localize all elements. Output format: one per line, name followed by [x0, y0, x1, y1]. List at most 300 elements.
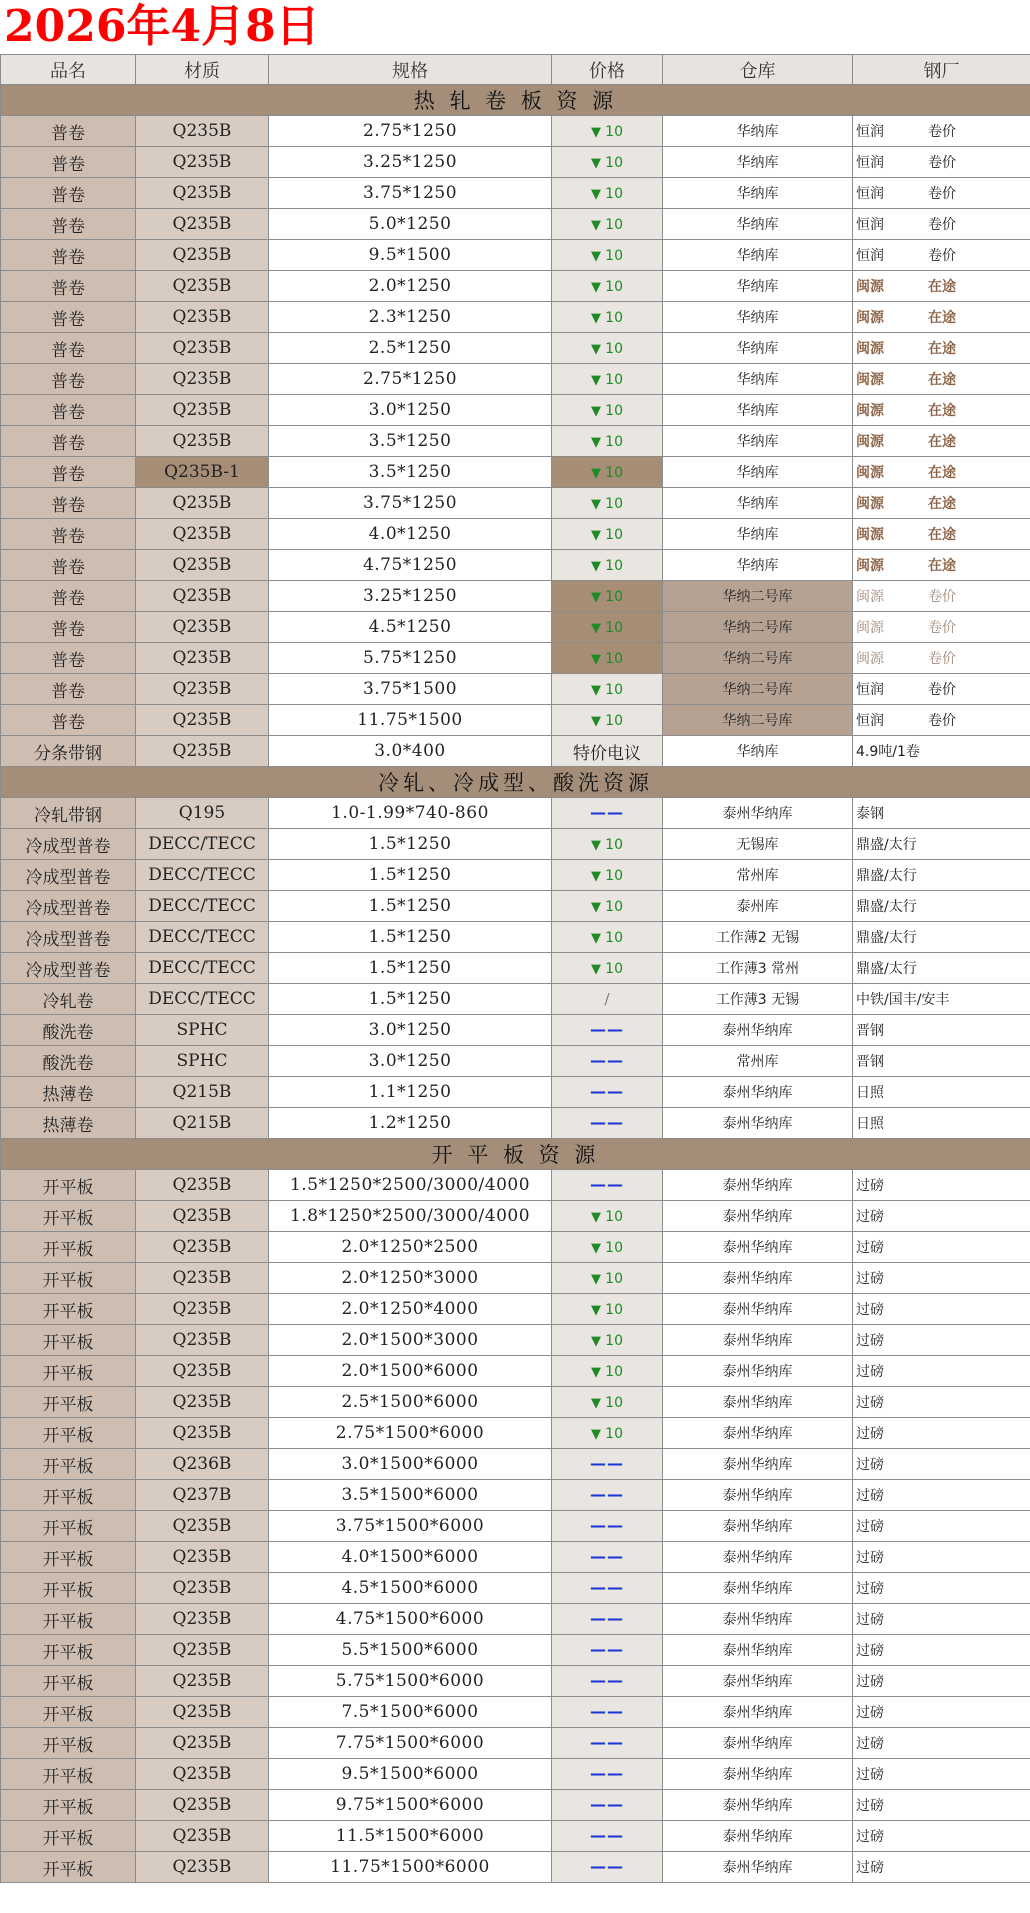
warehouse-cell: 泰州华纳库 — [663, 1542, 853, 1573]
mill-note: 卷价 — [928, 651, 956, 667]
product-name-cell: 普卷 — [1, 674, 136, 705]
price-change: 10 — [605, 1302, 623, 1318]
material-cell: Q235B — [136, 1418, 269, 1449]
product-name-cell: 开平板 — [1, 1790, 136, 1821]
table-row — [1, 271, 1030, 302]
mill-cell — [853, 333, 1030, 364]
price-dash: —— — [590, 1578, 624, 1597]
product-name-cell: 普卷 — [1, 581, 136, 612]
price-cell — [552, 1852, 663, 1883]
spec-cell: 1.5*1250 — [269, 829, 552, 860]
material-cell: Q235B — [136, 333, 269, 364]
warehouse-cell: 泰州华纳库 — [663, 1635, 853, 1666]
material-cell: Q235B — [136, 1542, 269, 1573]
table-row — [1, 302, 1030, 333]
mill-name: 过磅 — [856, 1643, 884, 1659]
product-name-cell: 普卷 — [1, 426, 136, 457]
table-row — [1, 457, 1030, 488]
table-row — [1, 891, 1030, 922]
mill-cell — [853, 643, 1030, 674]
mill-cell — [853, 1418, 1030, 1449]
price-change: 10 — [605, 403, 623, 419]
material-cell: Q235B — [136, 426, 269, 457]
product-name-cell: 普卷 — [1, 178, 136, 209]
warehouse-cell: 华纳库 — [663, 426, 853, 457]
mill-name: 晋钢 — [856, 1054, 884, 1070]
product-name-cell: 普卷 — [1, 550, 136, 581]
spec-cell: 3.5*1250 — [269, 426, 552, 457]
spec-cell: 11.75*1500 — [269, 705, 552, 736]
price-cell — [552, 643, 663, 674]
price-cell — [552, 1759, 663, 1790]
warehouse-cell: 华纳库 — [663, 395, 853, 426]
spec-cell: 1.0-1.99*740-860 — [269, 798, 552, 829]
mill-cell — [853, 1387, 1030, 1418]
material-cell: Q235B — [136, 1294, 269, 1325]
material-cell: DECC/TECC — [136, 860, 269, 891]
mill-name: 过磅 — [856, 1674, 884, 1690]
mill-cell — [853, 891, 1030, 922]
price-change: 10 — [605, 1333, 623, 1349]
warehouse-cell: 泰州华纳库 — [663, 1201, 853, 1232]
product-name-cell: 冷成型普卷 — [1, 891, 136, 922]
price-change: 10 — [605, 248, 623, 264]
table-row — [1, 1232, 1030, 1263]
mill-cell — [853, 1015, 1030, 1046]
spec-cell: 3.0*1250 — [269, 395, 552, 426]
mill-cell — [853, 550, 1030, 581]
price-cell — [552, 1697, 663, 1728]
price-cell — [552, 1170, 663, 1201]
mill-name: 过磅 — [856, 1612, 884, 1628]
spec-cell: 2.75*1250 — [269, 116, 552, 147]
header-warehouse: 仓库 — [663, 55, 853, 85]
product-name-cell: 开平板 — [1, 1604, 136, 1635]
product-name-cell: 普卷 — [1, 612, 136, 643]
product-name-cell: 开平板 — [1, 1356, 136, 1387]
section-title: 热 轧 卷 板 资 源 — [1, 85, 1030, 116]
spec-cell: 1.5*1250 — [269, 922, 552, 953]
spec-cell: 2.0*1250*4000 — [269, 1294, 552, 1325]
header-mill: 钢厂 — [853, 55, 1030, 85]
price-cell — [552, 1356, 663, 1387]
warehouse-cell: 泰州华纳库 — [663, 1015, 853, 1046]
price-cell — [552, 550, 663, 581]
mill-cell — [853, 1201, 1030, 1232]
table-row — [1, 953, 1030, 984]
spec-cell: 5.75*1500*6000 — [269, 1666, 552, 1697]
table-row — [1, 1418, 1030, 1449]
table-row — [1, 426, 1030, 457]
warehouse-cell: 华纳库 — [663, 209, 853, 240]
warehouse-cell: 泰州华纳库 — [663, 1511, 853, 1542]
warehouse-cell: 华纳库 — [663, 736, 853, 767]
product-name-cell: 开平板 — [1, 1263, 136, 1294]
price-change: 10 — [605, 1395, 623, 1411]
warehouse-cell: 泰州华纳库 — [663, 1418, 853, 1449]
mill-name: 鼎盛/太行 — [856, 837, 917, 853]
price-text: 特价电议 — [573, 743, 641, 764]
spec-cell: 3.75*1250 — [269, 178, 552, 209]
product-name-cell: 分条带钢 — [1, 736, 136, 767]
spec-cell: 1.8*1250*2500/3000/4000 — [269, 1201, 552, 1232]
product-name-cell: 开平板 — [1, 1480, 136, 1511]
price-change: 10 — [605, 155, 623, 171]
mill-cell — [853, 1821, 1030, 1852]
table-row — [1, 1201, 1030, 1232]
spec-cell: 9.5*1500*6000 — [269, 1759, 552, 1790]
mill-note: 卷价 — [928, 248, 956, 264]
product-name-cell: 开平板 — [1, 1387, 136, 1418]
price-cell — [552, 1263, 663, 1294]
mill-cell — [853, 364, 1030, 395]
material-cell: DECC/TECC — [136, 829, 269, 860]
price-cell — [552, 1542, 663, 1573]
price-change: 10 — [605, 1240, 623, 1256]
price-change: 10 — [605, 682, 623, 698]
mill-cell — [853, 798, 1030, 829]
warehouse-cell: 华纳二号库 — [663, 581, 853, 612]
mill-cell — [853, 612, 1030, 643]
table-row — [1, 1573, 1030, 1604]
material-cell: Q215B — [136, 1108, 269, 1139]
material-cell: Q235B — [136, 1821, 269, 1852]
material-cell: Q236B — [136, 1449, 269, 1480]
mill-cell — [853, 1511, 1030, 1542]
price-dash: —— — [590, 1020, 624, 1039]
material-cell: Q235B — [136, 1666, 269, 1697]
price-change: 10 — [605, 558, 623, 574]
price-cell — [552, 1821, 663, 1852]
spec-cell: 3.5*1500*6000 — [269, 1480, 552, 1511]
product-name-cell: 热薄卷 — [1, 1108, 136, 1139]
table-row — [1, 1666, 1030, 1697]
price-change: 10 — [605, 961, 623, 977]
price-cell — [552, 1294, 663, 1325]
mill-name: 鼎盛/太行 — [856, 899, 917, 915]
spec-cell: 4.0*1250 — [269, 519, 552, 550]
mill-note: 在途 — [928, 465, 956, 481]
price-dash: —— — [590, 1051, 624, 1070]
down-arrow-icon: ▼ — [591, 187, 606, 202]
mill-cell — [853, 488, 1030, 519]
price-dash: —— — [590, 1702, 624, 1721]
down-arrow-icon: ▼ — [591, 497, 606, 512]
price-change: 10 — [605, 620, 623, 636]
mill-name: 闽源 — [856, 434, 884, 450]
mill-name: 过磅 — [856, 1240, 884, 1256]
mill-cell — [853, 116, 1030, 147]
product-name-cell: 开平板 — [1, 1201, 136, 1232]
mill-name: 过磅 — [856, 1457, 884, 1473]
price-slash: / — [604, 990, 610, 1008]
table-row — [1, 550, 1030, 581]
spec-cell: 11.75*1500*6000 — [269, 1852, 552, 1883]
mill-cell — [853, 240, 1030, 271]
price-cell — [552, 674, 663, 705]
product-name-cell: 开平板 — [1, 1635, 136, 1666]
table-row — [1, 798, 1030, 829]
spec-cell: 1.5*1250 — [269, 891, 552, 922]
mill-name: 中铁/国丰/安丰 — [856, 992, 950, 1008]
mill-cell — [853, 1108, 1030, 1139]
table-row — [1, 1821, 1030, 1852]
spec-cell: 3.75*1250 — [269, 488, 552, 519]
down-arrow-icon: ▼ — [591, 311, 606, 326]
product-name-cell: 普卷 — [1, 116, 136, 147]
price-cell — [552, 302, 663, 333]
product-name-cell: 冷成型普卷 — [1, 829, 136, 860]
mill-cell — [853, 519, 1030, 550]
mill-name: 鼎盛/太行 — [856, 930, 917, 946]
table-row — [1, 519, 1030, 550]
mill-name: 恒润 — [856, 124, 884, 140]
price-cell — [552, 612, 663, 643]
spec-cell: 7.75*1500*6000 — [269, 1728, 552, 1759]
table-row — [1, 1077, 1030, 1108]
price-change: 10 — [605, 1426, 623, 1442]
price-cell — [552, 1449, 663, 1480]
spec-cell: 3.0*400 — [269, 736, 552, 767]
price-dash: —— — [590, 1113, 624, 1132]
material-cell: Q235B — [136, 1790, 269, 1821]
mill-name: 过磅 — [856, 1302, 884, 1318]
price-cell — [552, 705, 663, 736]
warehouse-cell: 华纳库 — [663, 178, 853, 209]
table-row — [1, 643, 1030, 674]
mill-name: 过磅 — [856, 1488, 884, 1504]
price-change: 10 — [605, 310, 623, 326]
material-cell: Q235B — [136, 364, 269, 395]
price-dash: —— — [590, 1609, 624, 1628]
mill-cell — [853, 271, 1030, 302]
spec-cell: 9.75*1500*6000 — [269, 1790, 552, 1821]
mill-name: 恒润 — [856, 713, 884, 729]
product-name-cell: 冷轧带钢 — [1, 798, 136, 829]
header-material: 材质 — [136, 55, 269, 85]
product-name-cell: 酸洗卷 — [1, 1046, 136, 1077]
mill-note: 卷价 — [928, 124, 956, 140]
warehouse-cell: 华纳库 — [663, 116, 853, 147]
table-row — [1, 147, 1030, 178]
header-row — [1, 55, 1030, 85]
product-name-cell: 冷轧卷 — [1, 984, 136, 1015]
table-row — [1, 1325, 1030, 1356]
price-cell — [552, 1108, 663, 1139]
price-cell — [552, 395, 663, 426]
table-row — [1, 860, 1030, 891]
product-name-cell: 开平板 — [1, 1759, 136, 1790]
product-name-cell: 普卷 — [1, 364, 136, 395]
warehouse-cell: 泰州华纳库 — [663, 1263, 853, 1294]
mill-cell — [853, 953, 1030, 984]
table-row — [1, 1046, 1030, 1077]
mill-cell — [853, 426, 1030, 457]
price-dash: —— — [590, 1671, 624, 1690]
down-arrow-icon: ▼ — [591, 1334, 606, 1349]
product-name-cell: 开平板 — [1, 1728, 136, 1759]
mill-note: 在途 — [928, 310, 956, 326]
spec-cell: 2.0*1500*3000 — [269, 1325, 552, 1356]
warehouse-cell: 泰州华纳库 — [663, 1573, 853, 1604]
price-dash: —— — [590, 1640, 624, 1659]
material-cell: Q235B — [136, 674, 269, 705]
price-dash: —— — [590, 1826, 624, 1845]
warehouse-cell: 泰州华纳库 — [663, 1852, 853, 1883]
product-name-cell: 酸洗卷 — [1, 1015, 136, 1046]
mill-cell — [853, 922, 1030, 953]
product-name-cell: 冷成型普卷 — [1, 860, 136, 891]
table-row — [1, 116, 1030, 147]
warehouse-cell: 泰州华纳库 — [663, 798, 853, 829]
table-row — [1, 1728, 1030, 1759]
mill-name: 过磅 — [856, 1395, 884, 1411]
mill-name: 过磅 — [856, 1178, 884, 1194]
mill-name: 恒润 — [856, 155, 884, 171]
table-row — [1, 581, 1030, 612]
material-cell: Q235B — [136, 550, 269, 581]
mill-cell — [853, 209, 1030, 240]
mill-cell — [853, 1697, 1030, 1728]
material-cell: DECC/TECC — [136, 984, 269, 1015]
mill-name: 过磅 — [856, 1519, 884, 1535]
product-name-cell: 开平板 — [1, 1170, 136, 1201]
warehouse-cell: 泰州华纳库 — [663, 1170, 853, 1201]
material-cell: DECC/TECC — [136, 922, 269, 953]
mill-name: 恒润 — [856, 248, 884, 264]
mill-note: 在途 — [928, 341, 956, 357]
material-cell: Q235B — [136, 1232, 269, 1263]
mill-cell — [853, 1604, 1030, 1635]
down-arrow-icon: ▼ — [591, 435, 606, 450]
table-row — [1, 1387, 1030, 1418]
mill-name: 过磅 — [856, 1364, 884, 1380]
mill-note: 在途 — [928, 434, 956, 450]
mill-note: 卷价 — [928, 620, 956, 636]
material-cell: Q235B — [136, 1170, 269, 1201]
table-row — [1, 1759, 1030, 1790]
table-row — [1, 1697, 1030, 1728]
mill-name: 日照 — [856, 1085, 884, 1101]
warehouse-cell: 常州库 — [663, 860, 853, 891]
spec-cell: 2.0*1250 — [269, 271, 552, 302]
material-cell: Q235B — [136, 1201, 269, 1232]
mill-cell — [853, 1635, 1030, 1666]
material-cell: Q235B — [136, 1573, 269, 1604]
mill-note: 在途 — [928, 279, 956, 295]
spec-cell: 3.0*1250 — [269, 1046, 552, 1077]
material-cell: Q235B — [136, 178, 269, 209]
price-dash: —— — [590, 803, 624, 822]
down-arrow-icon: ▼ — [591, 1427, 606, 1442]
down-arrow-icon: ▼ — [591, 1210, 606, 1225]
price-cell — [552, 1201, 663, 1232]
spec-cell: 2.5*1500*6000 — [269, 1387, 552, 1418]
mill-note: 卷价 — [928, 186, 956, 202]
material-cell: Q235B — [136, 643, 269, 674]
spec-cell: 1.5*1250 — [269, 953, 552, 984]
material-cell: Q235B — [136, 147, 269, 178]
mill-note: 卷价 — [928, 589, 956, 605]
spec-cell: 3.25*1250 — [269, 581, 552, 612]
price-cell — [552, 1325, 663, 1356]
material-cell: Q195 — [136, 798, 269, 829]
material-cell: Q235B — [136, 1356, 269, 1387]
price-cell — [552, 1511, 663, 1542]
mill-cell — [853, 1480, 1030, 1511]
mill-cell — [853, 674, 1030, 705]
warehouse-cell: 泰州华纳库 — [663, 1821, 853, 1852]
mill-name: 过磅 — [856, 1581, 884, 1597]
material-cell: Q235B — [136, 488, 269, 519]
table-row — [1, 674, 1030, 705]
price-cell — [552, 860, 663, 891]
down-arrow-icon: ▼ — [591, 1396, 606, 1411]
mill-name: 过磅 — [856, 1767, 884, 1783]
warehouse-cell: 泰州华纳库 — [663, 1077, 853, 1108]
spec-cell: 1.1*1250 — [269, 1077, 552, 1108]
price-cell — [552, 1604, 663, 1635]
table-row — [1, 178, 1030, 209]
mill-name: 过磅 — [856, 1550, 884, 1566]
mill-name: 鼎盛/太行 — [856, 868, 917, 884]
mill-cell — [853, 860, 1030, 891]
price-cell — [552, 1046, 663, 1077]
price-change: 10 — [605, 217, 623, 233]
price-cell — [552, 1790, 663, 1821]
table-row — [1, 395, 1030, 426]
mill-cell — [853, 1325, 1030, 1356]
warehouse-cell: 华纳库 — [663, 271, 853, 302]
spec-cell: 4.75*1500*6000 — [269, 1604, 552, 1635]
spec-cell: 1.5*1250 — [269, 984, 552, 1015]
price-cell — [552, 426, 663, 457]
mill-cell — [853, 1356, 1030, 1387]
mill-cell — [853, 1728, 1030, 1759]
spec-cell: 3.0*1250 — [269, 1015, 552, 1046]
price-cell — [552, 736, 663, 767]
product-name-cell: 普卷 — [1, 395, 136, 426]
product-name-cell: 开平板 — [1, 1325, 136, 1356]
mill-note: 卷价 — [928, 682, 956, 698]
mill-note: 在途 — [928, 558, 956, 574]
table-row — [1, 1542, 1030, 1573]
down-arrow-icon: ▼ — [591, 466, 606, 481]
mill-cell — [853, 736, 1030, 767]
spec-cell: 2.5*1250 — [269, 333, 552, 364]
material-cell: Q235B — [136, 1635, 269, 1666]
warehouse-cell: 泰州华纳库 — [663, 1387, 853, 1418]
warehouse-cell: 泰州华纳库 — [663, 1604, 853, 1635]
down-arrow-icon: ▼ — [591, 1241, 606, 1256]
down-arrow-icon: ▼ — [591, 900, 606, 915]
section-title: 冷轧、冷成型、酸洗资源 — [1, 767, 1030, 798]
price-cell — [552, 1666, 663, 1697]
price-dash: —— — [590, 1082, 624, 1101]
mill-cell — [853, 1573, 1030, 1604]
price-change: 10 — [605, 186, 623, 202]
product-name-cell: 开平板 — [1, 1449, 136, 1480]
material-cell: Q235B — [136, 1604, 269, 1635]
table-row — [1, 240, 1030, 271]
warehouse-cell: 工作薄2 无锡 — [663, 922, 853, 953]
product-name-cell: 普卷 — [1, 147, 136, 178]
warehouse-cell: 泰州华纳库 — [663, 1759, 853, 1790]
price-change: 10 — [605, 930, 623, 946]
price-change: 10 — [605, 527, 623, 543]
product-name-cell: 普卷 — [1, 519, 136, 550]
warehouse-cell: 华纳二号库 — [663, 674, 853, 705]
